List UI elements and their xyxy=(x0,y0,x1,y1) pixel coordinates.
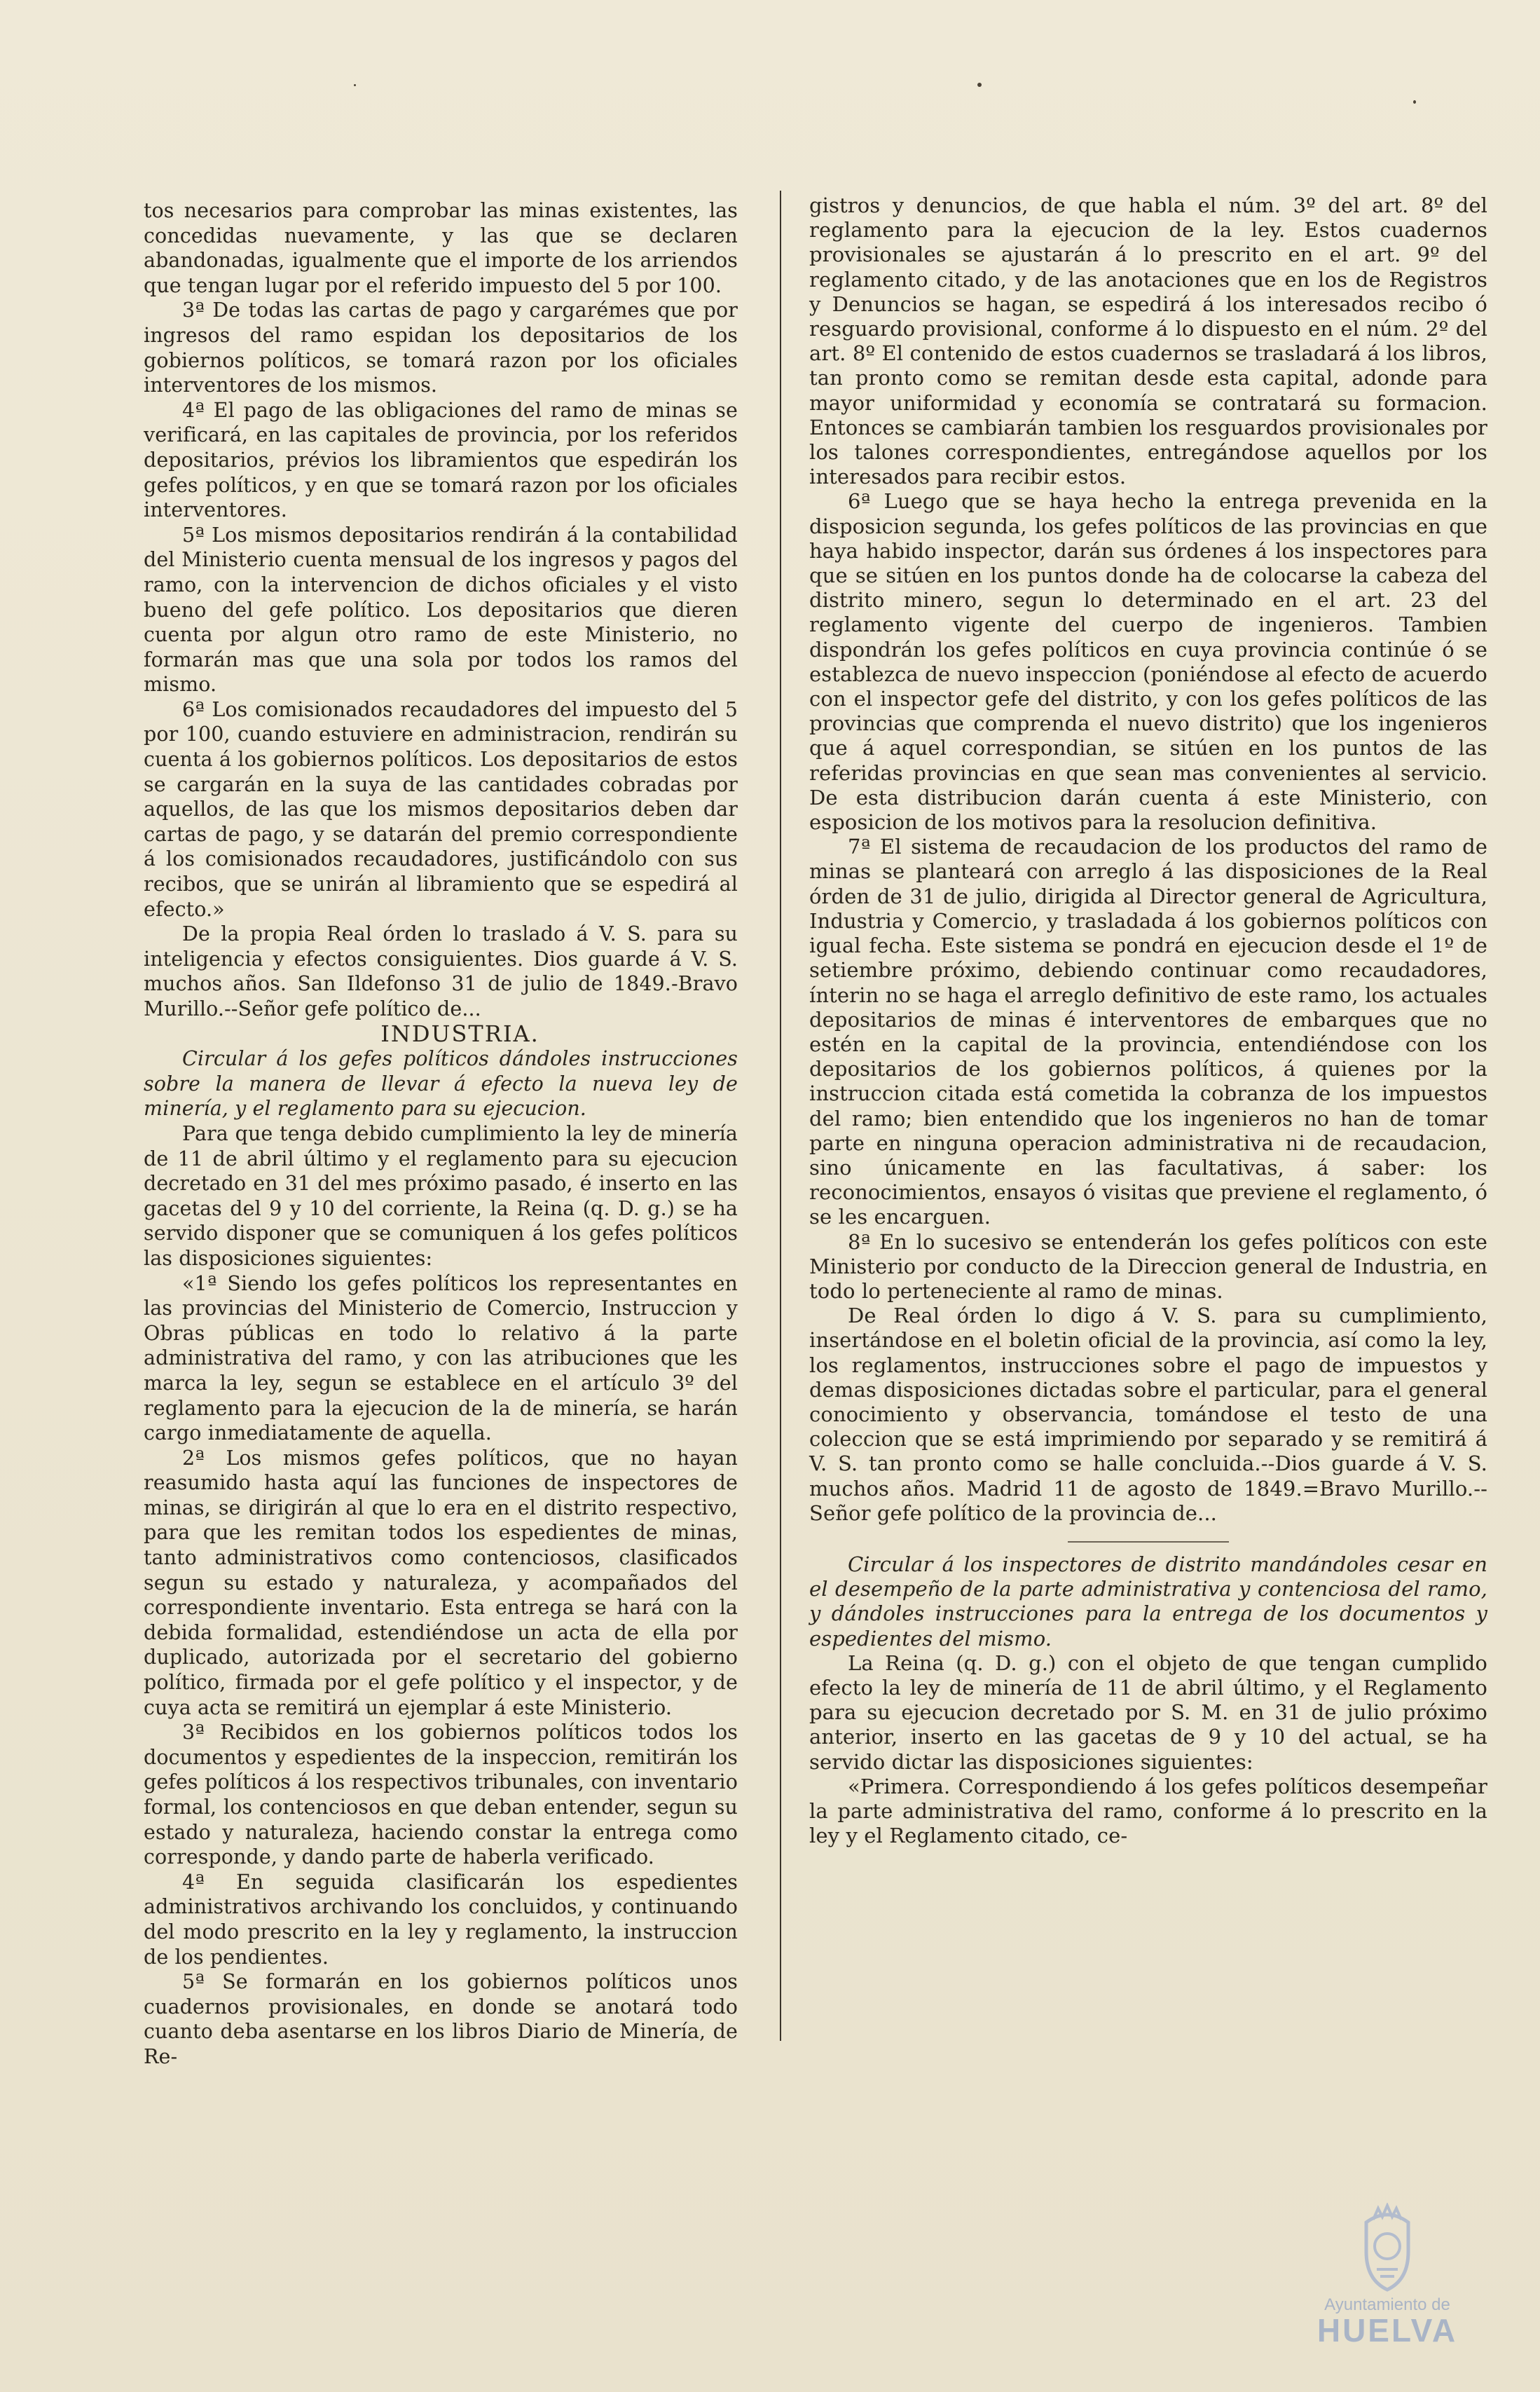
section-separator xyxy=(1068,1541,1229,1543)
paragraph: 4ª El pago de las obligaciones del ramo de minas se verificará, en las capitales de provincia, por los referidos depositarios, prévios los libramientos que espedirán los gefes políticos, y en que se tomará razon por los oficiales interventores. xyxy=(144,398,738,522)
left-column xyxy=(144,198,738,2070)
column-divider xyxy=(780,191,781,2041)
ink-speck xyxy=(1413,100,1416,104)
paragraph: 8ª En lo sucesivo se entenderán los gefes políticos con este Ministerio por conducto de la Direccion general de Industria, en todo lo perteneciente al ramo de minas. xyxy=(809,1229,1487,1303)
circular-title: Circular á los inspectores de distrito mandándoles cesar en el desempeño de la parte administrativa y contenciosa del ramo, y dándoles instrucciones para la entrega de los documentos y espedientes del mismo. xyxy=(809,1552,1487,1651)
paragraph: 3ª Recibidos en los gobiernos políticos todos los documentos y espedientes de la inspeccion, remitirán los gefes políticos á los respectivos tribunales, con inventario formal, los contenciosos en que deban entender, segun su estado y naturaleza, haciendo constar la entrega como corresponde, y dando parte de haberla verificado. xyxy=(144,1721,738,1869)
ink-speck xyxy=(977,83,982,87)
paragraph: 5ª Los mismos depositarios rendirán á la contabilidad del Ministerio cuenta mensual de los ingresos y pagos del ramo, con la intervencion de dichos oficiales y el visto bueno del gefe político. Los depositarios que dieren cuenta por algun otro ramo de este Ministerio, no formarán mas que una sola por todos los ramos del mismo. xyxy=(144,523,738,697)
paragraph: 4ª En seguida clasificarán los espedientes administrativos archivando los concluidos, y continuando del modo prescrito en la ley y reglamento, la instruccion de los pendientes. xyxy=(144,1870,738,1969)
paragraph: 3ª De todas las cartas de pago y cargarémes que por ingresos del ramo espidan los depositarios de los gobiernos políticos, se tomará razon por los oficiales interventores de los mismos. xyxy=(144,299,738,397)
paragraph: De Real órden lo digo á V. S. para su cumplimiento, insertándose en el boletin oficial de la provincia, así como la ley, los reglamentos, instrucciones sobre el pago de impuestos y demas disposiciones dictadas sobre el particular, para el general conocimiento y observancia, tomándose el testo de una coleccion que se está imprimiendo por separado y se remitirá á V. S. tan pronto como se halle concluida.--Dios guarde á V. S. muchos años. Madrid 11 de agosto de 1849.=Bravo Murillo.--Señor gefe político de la provincia de... xyxy=(809,1304,1487,1525)
right-column xyxy=(809,193,1487,1848)
paragraph: 6ª Luego que se haya hecho la entrega prevenida en la disposicion segunda, los gefes políticos de las provincias en que haya habido inspector, darán sus órdenes á los inspectores para que se sitúen en los puntos donde ha de colocarse la cabeza del distrito minero, segun lo determinado en el art. 23 del reglamento vigente del cuerpo de ingenieros. Tambien dispondrán los gefes políticos en cuya provincia continúe ó se establezca de nuevo inspeccion (poniéndose al efecto de acuerdo con el inspector gefe del distrito, y con los gefes políticos de las provincias que comprenda el nuevo distrito) que los ingenieros que á aquel correspondian, se sitúen en los puntos de las referidas provincias en que sean mas convenientes al servicio. De esta distribucion darán cuenta á este Ministerio, con esposicion de los motivos para la resolucion definitiva. xyxy=(809,489,1487,835)
ink-speck xyxy=(354,84,356,86)
paragraph: «1ª Siendo los gefes políticos los representantes en las provincias del Ministerio de Comercio, Instruccion y Obras públicas en todo lo relativo á la parte administrativa del ramo, y con las atribuciones que les marca la ley, segun se establece en el artículo 3º del reglamento para la ejecucion de la de minería, se harán cargo inmediatamente de aquella. xyxy=(144,1271,738,1445)
paragraph: gistros y denuncios, de que habla el núm. 3º del art. 8º del reglamento para la ejecucion de la ley. Estos cuadernos provisionales se ajustarán á lo prescrito en el art. 9º del reglamento citado, y de las anotaciones que en los de Registros y Denuncios se hagan, se espedirá á los interesados recibo ó resguardo provisional, conforme á lo dispuesto en el núm. 2º del art. 8º El contenido de estos cuadernos se trasladará á los libros, tan pronto como se remitan desde esta capital, adonde para mayor uniformidad y economía se contratará su formacion. Entonces se cambiarán tambien los resguardos provisionales por los talones correspondientes, entregándose aquellos por los interesados para recibir estos. xyxy=(809,193,1487,489)
paragraph: La Reina (q. D. g.) con el objeto de que tengan cumplido efecto la ley de minería de 11 de abril último, y el Reglamento para su ejecucion decretado por S. M. en 31 de julio próximo anterior, inserto en las gacetas de 9 y 10 del actual, se ha servido dictar las disposiciones siguientes: xyxy=(809,1651,1487,1774)
paragraph: «Primera. Correspondiendo á los gefes políticos desempeñar la parte administrativa del ramo, conforme á lo prescrito en la ley y el Reglamento citado, ce- xyxy=(809,1774,1487,1848)
watermark-logo xyxy=(1261,2203,1513,2364)
paragraph: 7ª El sistema de recaudacion de los productos del ramo de minas se planteará con arreglo á las disposiciones de la Real órden de 31 de julio, dirigida al Director general de Agricultura, Industria y Comercio, y trasladada á los gobiernos políticos con igual fecha. Este sistema se pondrá en ejecucion desde el 1º de setiembre próximo, debiendo continuar como recaudadores, ínterin no se haga el arreglo definitivo de este ramo, los actuales depositarios de minas é interventores de embarques que no estén en la capital de la provincia, entendiéndose con los depositarios de los gobiernos políticos, á quienes por la instruccion citada está cometida la cobranza de los impuestos del ramo; bien entendido que los ingenieros no han de tomar parte en ninguna operacion administrativa ni de recaudacion, sino únicamente en las facultativas, á saber: los reconocimientos, ensayos ó visitas que previene el reglamento, ó se les encarguen. xyxy=(809,835,1487,1229)
paragraph: tos necesarios para comprobar las minas existentes, las concedidas nuevamente, y las que se declaren abandonadas, igualmente que el importe de los arriendos que tengan lugar por el referido impuesto del 5 por 100. xyxy=(144,199,738,297)
paragraph: 2ª Los mismos gefes políticos, que no hayan reasumido hasta aquí las funciones de inspectores de minas, se dirigirán al que lo era en el distrito respectivo, para que les remitan todos los espedientes de minas, tanto administrativos como contenciosos, clasificados segun su estado y naturaleza, y acompañados del correspondiente inventario. Esta entrega se hará con la debida formalidad, estendiéndose un acta de ella por duplicado, autorizada por el secretario del gobierno político, firmada por el gefe político y el inspector, y de cuya acta se remitirá un ejemplar á este Ministerio. xyxy=(144,1446,738,1719)
paragraph: 5ª Se formarán en los gobiernos políticos unos cuadernos provisionales, en donde se anotará todo cuanto deba asentarse en los libros Diario de Minería, de Re- xyxy=(144,1970,738,2068)
section-heading: INDUSTRIA. xyxy=(380,1020,539,1047)
watermark-line1: Ayuntamiento de xyxy=(1324,2295,1450,2314)
paragraph: De la propia Real órden lo traslado á V. S. para su inteligencia y efectos consiguientes. Dios guarde á V. S. muchos años. San Ildefonso 31 de julio de 1849.-Bravo Murillo.--Señor gefe político de... xyxy=(144,922,738,1020)
circular-title: Circular á los gefes políticos dándoles instrucciones sobre la manera de llevar á efecto la nueva ley de minería, y el reglamento para su ejecucion. xyxy=(144,1047,738,1121)
paragraph: 6ª Los comisionados recaudadores del impuesto del 5 por 100, cuando estuviere en administracion, rendirán su cuenta á los gobiernos políticos. Los depositarios de estos se cargarán en la suya de las cantidades cobradas por aquellos, de las que los mismos depositarios deben dar cartas de pago, y se datarán del premio correspondiente á los comisionados recaudadores, justificándolo con sus recibos, que se unirán al libramiento que se espedirá al efecto.» xyxy=(144,697,738,921)
watermark-line2: HUELVA xyxy=(1316,2312,1458,2349)
coat-of-arms-icon xyxy=(1342,2203,1433,2294)
paragraph: Para que tenga debido cumplimiento la ley de minería de 11 de abril último y el reglamento para su ejecucion decretado en 31 del mes próximo pasado, é inserto en las gacetas del 9 y 10 del corriente, la Reina (q. D. g.) se ha servido disponer que se comuniquen á los gefes políticos las disposiciones siguientes: xyxy=(144,1121,738,1270)
